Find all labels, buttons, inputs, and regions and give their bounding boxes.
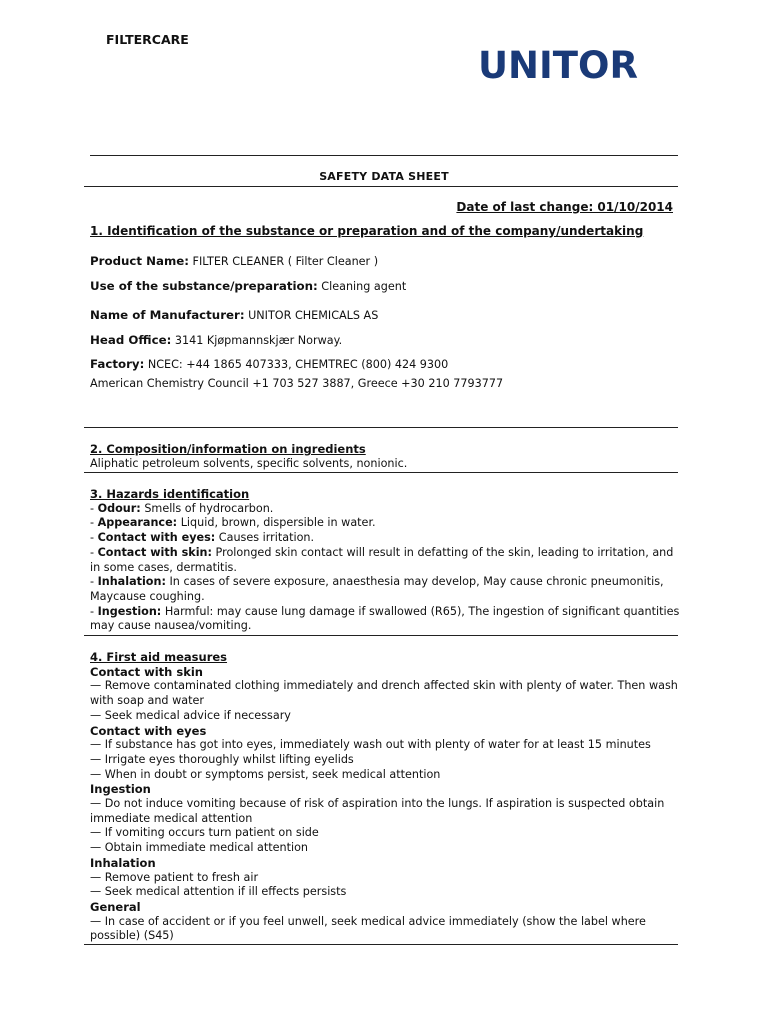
hazard-text: Prolonged skin contact will result in defatting of the skin, leading to irritation, and in some cases, dermatitis. [90,545,674,574]
section-2-heading: 2. Composition/information on ingredients [90,442,366,456]
head-office-label: Head Office: [90,333,172,347]
product-name-label: Product Name: [90,254,189,268]
hazard-text: Liquid, brown, dispersible in water. [177,516,376,530]
divider [84,944,678,945]
first-aid-instruction: — When in doubt or symptoms persist, seek medical attention [90,767,441,781]
section-1-heading: 1. Identification of the substance or preparation and of the company/undertaking [90,224,644,238]
first-aid-instruction: — Remove patient to fresh air [90,870,259,884]
hazard-item: - Contact with eyes: Causes irritation. [90,531,315,545]
first-aid-instruction: — In case of accident or if you feel unwell, seek medical advice immediately (show the label where possible) (S45) [90,914,646,943]
hazard-label: Appearance: [97,516,178,530]
first-aid-subheading: General [90,899,141,914]
first-aid-instruction: — Do not induce vomiting because of risk of aspiration into the lungs. If aspiration is suspected obtain immediate medical attention [90,797,665,825]
divider [90,155,678,156]
company-product-name: FILTERCARE [106,32,189,47]
divider [84,186,678,187]
first-aid-subheading: Inhalation [90,855,156,870]
hazard-item: - Contact with skin: Prolonged skin contact will result in defatting of the skin, leading to irritation, and in some cases, dermatitis. [90,545,674,574]
manufacturer-value: UNITOR CHEMICALS AS [244,309,379,322]
document-title: SAFETY DATA SHEET [319,170,449,183]
hazard-item: - Appearance: Liquid, brown, dispersible in water. [90,516,376,530]
hazard-item: - Odour: Smells of hydrocarbon. [90,501,274,515]
head-office-field [90,333,342,347]
first-aid-instruction: — Seek medical advice if necessary [90,708,291,722]
hazard-text: In cases of severe exposure, anaesthesia may develop, May cause chronic pneumonitis, Maycause coughing. [90,575,664,603]
product-name-value: FILTER CLEANER ( Filter Cleaner ) [189,255,379,268]
manufacturer-field [90,308,378,322]
section-3-heading: 3. Hazards identification [90,487,250,501]
section-4-heading: 4. First aid measures [90,650,228,664]
factory-label: Factory: [90,357,145,371]
first-aid-subheading: Contact with eyes [90,723,207,738]
first-aid-instruction: — If vomiting occurs turn patient on side [90,826,319,840]
hazard-label: Odour: [97,501,141,515]
divider [84,427,678,428]
hazard-text: Smells of hydrocarbon. [140,501,274,515]
first-aid-subheading: Contact with skin [90,664,203,679]
first-aid-instruction: — Obtain immediate medical attention [90,841,309,855]
first-aid-subheading: Ingestion [90,782,151,797]
section-2 [90,442,680,471]
hazard-label: Contact with eyes: [97,531,216,545]
hazard-text: Harmful: may cause lung damage if swallowed (R65), The ingestion of significant quantities may cause nausea/vomiting. [90,604,680,633]
hazard-label: Inhalation: [97,575,166,589]
divider [84,635,678,636]
logo-text: UNITOR [478,44,638,84]
emergency-contacts-line: American Chemistry Council +1 703 527 3887, Greece +30 210 7793777 [90,377,504,390]
product-name-field [90,254,378,268]
factory-value: NCEC: +44 1865 407333, CHEMTREC (800) 424 9300 [144,358,449,371]
first-aid-instruction: — If substance has got into eyes, immediately wash out with plenty of water for at least 15 minutes [90,738,651,752]
hazards-list [90,502,680,634]
use-value: Cleaning agent [317,280,407,293]
hazard-item: - Inhalation: In cases of severe exposure, anaesthesia may develop, May cause chronic pneumonitis, Maycause coughing. [90,575,664,603]
section-2-text: Aliphatic petroleum solvents, specific solvents, nonionic. [90,456,408,470]
factory-field [90,357,448,371]
first-aid-instruction: — Remove contaminated clothing immediately and drench affected skin with plenty of water. Then wash with soap and water [90,679,678,708]
use-label: Use of the substance/preparation: [90,279,318,293]
divider [84,472,678,473]
first-aid-instruction: — Seek medical attention if ill effects persists [90,885,347,899]
section-3 [90,487,680,634]
hazard-label: Contact with skin: [97,545,212,559]
section-4 [90,650,680,944]
unitor-logo [478,40,640,84]
first-aid-instruction: — Irrigate eyes thoroughly whilst lifting eyelids [90,752,354,766]
first-aid-list [90,665,680,944]
use-field [90,279,406,293]
hazard-label: Ingestion: [97,604,162,618]
hazard-text: Causes irritation. [215,531,315,545]
manufacturer-label: Name of Manufacturer: [90,308,245,322]
hazard-item: - Ingestion: Harmful: may cause lung damage if swallowed (R65), The ingestion of significant quantities may cause nausea/vomiting. [90,604,680,633]
head-office-value: 3141 Kjøpmannskjær Norway. [171,334,343,347]
last-change-date: Date of last change: 01/10/2014 [456,200,673,214]
